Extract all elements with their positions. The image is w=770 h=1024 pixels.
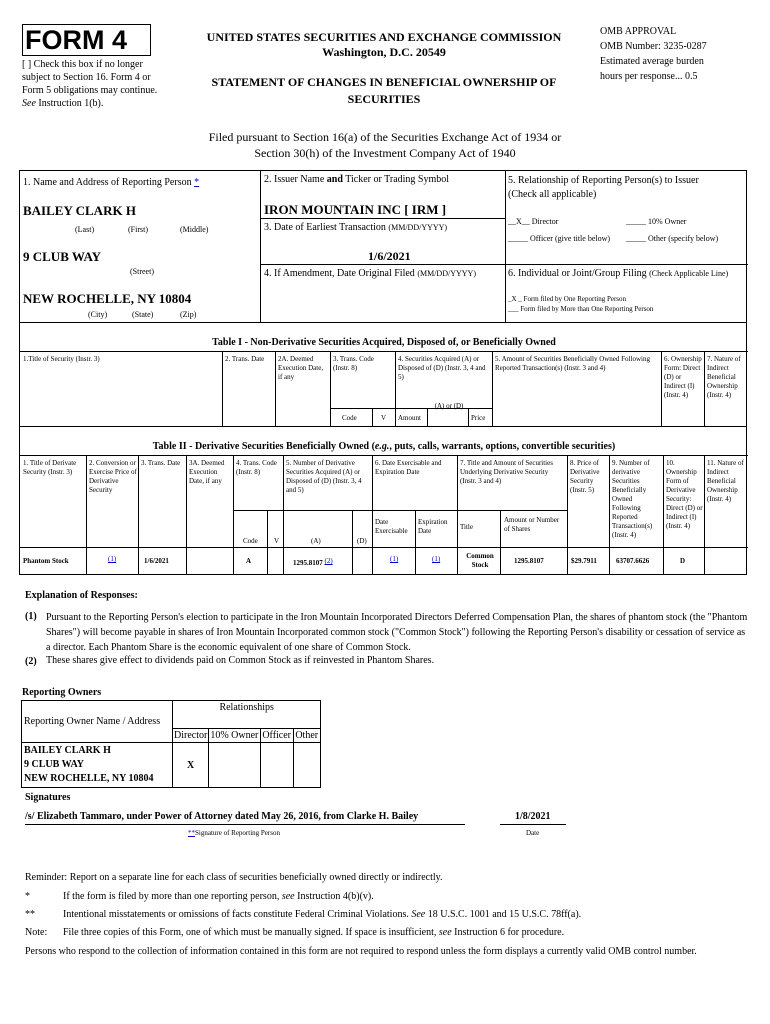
box3-label: 3. Date of Earliest Transaction (MM/DD/YYYY) [264, 222, 448, 233]
explanation-1: Pursuant to the Reporting Person's election to participate in the Iron Mountain Incorporated Directors Deferred Compensation Plan, the shares of phantom stock (the "Phantom Shares") will become payable in shares of Iron Mountain Incorporated common stock ("Common Stock") following the Reporting Person's disability or cessation of service as a director. Each Phantom Share is the economic equivalent of one share of Common Stock. [46, 612, 748, 653]
t2-shares: 1295.8107 [514, 557, 544, 565]
date-label: Date [526, 829, 540, 837]
owners-table: Reporting Owner Name / Address Relationships Director 10% Owner Officer Other BAILEY CLARK H 9 CLUB WAY NEW ROCHELLE, NY 10804 X [21, 700, 321, 788]
signature-label: **Signature of Reporting Person [188, 829, 280, 837]
omb-hours: hours per response... 0.5 [600, 71, 698, 82]
t2-title: Common Stock [466, 552, 494, 569]
rel-ten-pct: _____ 10% Owner [626, 217, 687, 226]
reporting-boxes: 1. Name and Address of Reporting Person * BAILEY CLARK H (Last) (First) (Middle) 9 CLUB WAY (Street) NEW ROCHELLE, NY 10804 (City) (State) (Zip) 2. Issuer Name and Ticker or Trading Symbol IRON MOUNTAIN INC [ IRM ] 3. Date of Earliest Transaction (MM/DD/YYYY) 1/6/2021 4. If Amendment, Date Original Filed (MM/DD/YYYY) 5. Relationship of Reporting Person(s) to Issuer (Check all applicable) __X__ Director _____ 10% Owner _____ Officer (give title below) _____ Other (specify below) 6. Individual or Joint/Group Filing (Check Applicable Line) _X _ Form filed by One Reporting Person ___ Form filed by More than One Reporting Person [19, 170, 747, 323]
box2-label: 2. Issuer Name and Ticker or Trading Symbol [264, 174, 450, 185]
signature-footnote[interactable]: ** [188, 829, 195, 837]
footnote-star: If the form is filed by more than one reporting person, see Instruction 4(b)(v). [63, 891, 374, 902]
footnote-link[interactable]: * [194, 177, 200, 188]
t2-form: D [680, 557, 686, 565]
city-value: NEW ROCHELLE, NY 10804 [23, 291, 192, 306]
box5-label: 5. Relationship of Reporting Person(s) to Issuer (Check all applicable) [508, 175, 699, 200]
t2-amount: 1295.8107 (2) [293, 557, 333, 567]
t2-exp-footnote[interactable]: (1) [432, 555, 441, 563]
statement-title: STATEMENT OF CHANGES IN BENEFICIAL OWNERSHIP OF SECURITIES [211, 75, 557, 106]
rel-other: _____ Other (specify below) [626, 234, 719, 243]
t2-owned: 63707.6626 [616, 557, 650, 565]
omb-number: OMB Number: 3235-0287 [600, 41, 707, 52]
signature-date: 1/8/2021 [515, 811, 551, 822]
owners-heading: Reporting Owners [22, 687, 102, 698]
box4-label: 4. If Amendment, Date Original Filed (MM/DD/YYYY) [264, 268, 476, 279]
explanation-heading: Explanation of Responses: [25, 590, 138, 601]
street-value: 9 CLUB WAY [23, 249, 102, 264]
t2-amount-footnote[interactable]: (2) [324, 557, 333, 565]
reminder: Reminder: Report on a separate line for each class of securities beneficially owned directly or indirectly. [25, 872, 443, 883]
signer: /s/ Elizabeth Tammaro, under Power of Attorney dated May 26, 2016, from Clarke H. Bailey [25, 811, 419, 822]
table2: Table II - Derivative Securities Beneficially Owned (e.g., puts, calls, warrants, options, convertible securities) 1. Title of Derivate Security (Instr. 3) 2. Conversion or Exercise Price of Derivative Security 3. Trans. Date 3A. Deemed Execution Date, if any 4. Trans. Code (Instr. 8) 5. Number of Derivative Securities Acquired (A) or Disposed of (D) (Instr. 3, 4 and 5) 6. Date Exercisable and Expiration Date 7. Title and Amount of Securities Underlying Derivative Security (Instr. 3 and 4) 8. Price of Derivative Security (Instr. 5) 9. Number of derivative Securities Beneficially Owned Following Reported Transaction(s) (Instr. 4) 10. Ownership Form of Derivative Security: Direct (D) or Indirect (I) (Instr. 4) 11. Nature of Indirect Beneficial Ownership (Instr. 4) Code V (A) (D) Date Exercisable Expiration Date Title Amount or Number of Shares Phantom Stock (1) 1/6/2021 A 1295.8107 (2) (1) (1) Common Stock 1295.8107 $29.7911 63707.6626 D [19, 427, 747, 575]
box1-label: 1. Name and Address of Reporting Person * [23, 177, 200, 188]
agency-location: Washington, D.C. 20549 [322, 45, 446, 59]
reporting-person-name: BAILEY CLARK H [23, 203, 136, 218]
filing-more: ___ Form filed by More than One Reporting Person [508, 305, 654, 313]
footnote-dstar: Intentional misstatements or omissions of facts constitute Federal Criminal Violations. See 18 U.S.C. 1001 and 15 U.S.C. 78ff(a). [63, 909, 582, 920]
box6-label: 6. Individual or Joint/Group Filing (Check Applicable Line) [508, 268, 729, 279]
omb-approval: OMB APPROVAL [600, 26, 677, 37]
issuer-name: IRON MOUNTAIN INC [ IRM ] [264, 202, 447, 217]
t2-date: 1/6/2021 [144, 557, 169, 565]
owner-address: BAILEY CLARK H 9 CLUB WAY NEW ROCHELLE, NY 10804 [22, 743, 173, 788]
t2-security: Phantom Stock [23, 557, 69, 565]
t2-code: A [246, 557, 252, 565]
agency-name: UNITED STATES SECURITIES AND EXCHANGE COMMISSION [206, 30, 562, 44]
t2-price: $29.7911 [571, 557, 597, 565]
filing-one: _X _ Form filed by One Reporting Person [508, 295, 627, 303]
checkbox-notice: [ ] Check this box if no longer subject to Section 16. Form 4 or Form 5 obligations may continue. See Instruction 1(b). [22, 59, 158, 109]
t2-date-ex-footnote[interactable]: (1) [390, 555, 399, 563]
t2-conv-footnote[interactable]: (1) [108, 555, 117, 563]
persons-notice: Persons who respond to the collection of information contained in this form are not required to respond unless the form displays a currently valid OMB control number. [25, 946, 697, 957]
table1: Table I - Non-Derivative Securities Acquired, Disposed of, or Beneficially Owned 1.Title of Security (Instr. 3) 2. Trans. Date 2A. Deemed Execution Date, if any 3. Trans. Code (Instr. 8) 4. Securities Acquired (A) or Disposed of (D) (Instr. 3, 4 and 5) 5. Amount of Securities Beneficially Owned Following Reported Transaction(s) (Instr. 3 and 4) 6. Ownership Form: Direct (D) or Indirect (I) (Instr. 4) 7. Nature of Indirect Beneficial Ownership (Instr. 4) Code V Amount (A) or (D) Price [19, 323, 747, 427]
explanation-2: These shares give effect to dividends paid on Common Stock as if reinvested in Phantom Shares. [46, 655, 435, 666]
table2-title: Table II - Derivative Securities Beneficially Owned (e.g., puts, calls, warrants, options, convertible securities) [152, 441, 616, 452]
rel-director: __X__ Director [508, 217, 559, 226]
rel-officer: _____ Officer (give title below) [508, 234, 611, 243]
table1-title: Table I - Non-Derivative Securities Acquired, Disposed of, or Beneficially Owned [212, 337, 556, 348]
omb-box [600, 24, 760, 84]
omb-burden: Estimated average burden [600, 56, 704, 67]
owner-director-mark: X [173, 743, 209, 788]
earliest-transaction-date: 1/6/2021 [368, 249, 411, 263]
filed-pursuant: Filed pursuant to Section 16(a) of the Securities Exchange Act of 1934 or Section 30(h) of the Investment Company Act of 1940 [208, 130, 562, 160]
footnote-note: File three copies of this Form, one of which must be manually signed. If space is insufficient, see Instruction 6 for procedure. [63, 927, 565, 938]
signatures-heading: Signatures [25, 792, 71, 803]
form-title-box [22, 24, 151, 56]
form-title: FORM 4 [25, 25, 128, 55]
